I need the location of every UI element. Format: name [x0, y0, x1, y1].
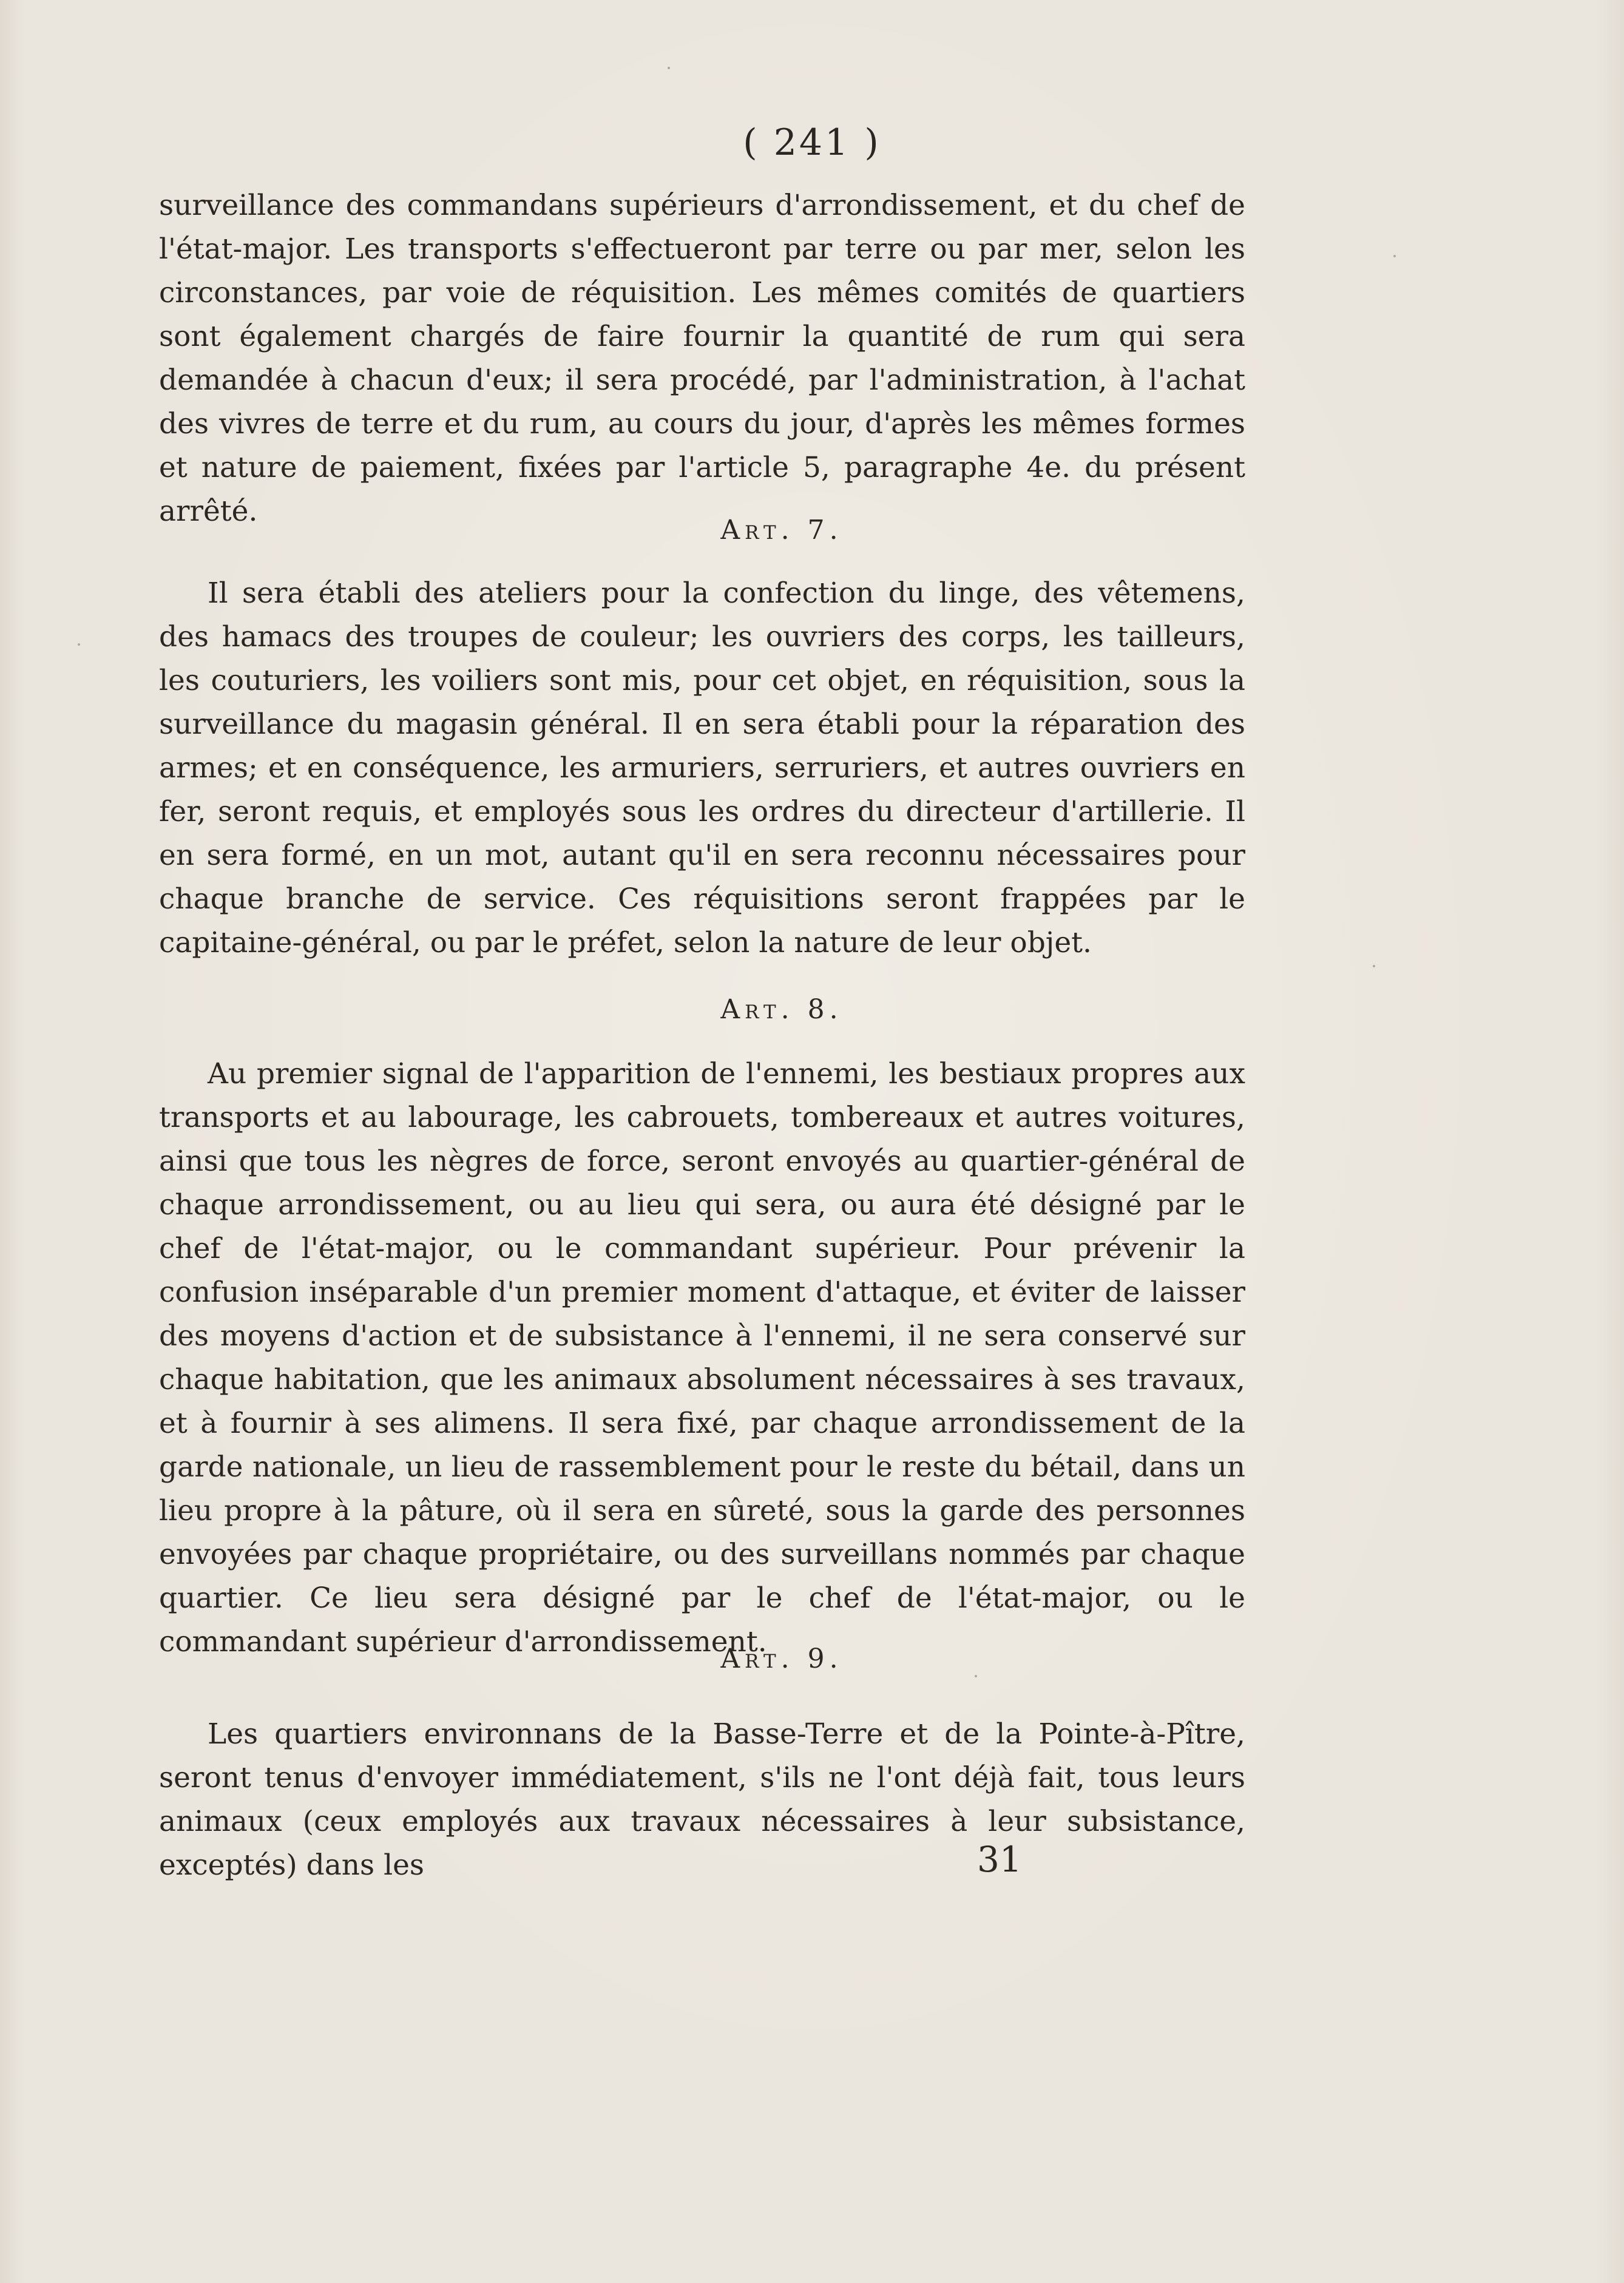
paper-speck: [78, 643, 80, 646]
paper-speck: [668, 67, 670, 69]
article-8-text: Au premier signal de l'apparition de l'ennemi, les bestiaux propres aux transports et au labourage, les cabrouets, tombereaux et autres voitures, ainsi que tous les nègres de force, seront envoyés au quartier-général de chaque arrondissement, ou au lieu qui sera, ou aura été désigné par le chef de l'état-major, ou le commandant supérieur. Pour prévenir la confusion inséparable d'un premier moment d'attaque, et éviter de laisser des moyens d'action et de subsistance à l'ennemi, il ne sera conservé sur chaque habitation, que les animaux absolument nécessaires à ses travaux, et à fournir à ses alimens. Il sera fixé, par chaque arrondissement de la garde nationale, un lieu de rassemblement pour le reste du bétail, dans un lieu propre à la pâture, où il sera en sûreté, sous la garde des personnes envoyées par chaque propriétaire, ou des surveillans nommés par chaque quartier. Ce lieu sera désigné par le chef de l'état-major, ou le commandant supérieur d'arrondissement.: [159, 1057, 1245, 1659]
article-7-heading: Art. 7.: [720, 515, 843, 546]
page-number-header: ( 241 ): [743, 121, 881, 164]
article-7-text: Il sera établi des ateliers pour la confection du linge, des vêtemens, des hamacs des troupes de couleur; les ouvriers des corps, les tailleurs, les couturiers, les voiliers sont mis, pour cet objet, en réquisition, sous la surveillance du magasin général. Il en sera établi pour la réparation des armes; et en conséquence, les armuriers, serruriers, et autres ouvriers en fer, seront requis, et employés sous les ordres du directeur d'artillerie. Il en sera formé, en un mot, autant qu'il en sera reconnu nécessaires pour chaque branche de service. Ces réquisitions seront frappées par le capitaine-général, ou par le préfet, selon la nature de leur objet.: [159, 577, 1245, 959]
paper-speck: [1393, 255, 1396, 257]
article-9-heading: Art. 9.: [720, 1643, 843, 1674]
paper-speck: [1373, 965, 1375, 967]
paper-speck: [975, 1675, 977, 1677]
article-9-text: Les quartiers environnans de la Basse-Terre et de la Pointe-à-Pître, seront tenus d'envoyer immédiatement, s'ils ne l'ont déjà fait, tous leurs animaux (ceux employés aux travaux nécessaires à leur subsistance, exceptés) dans les: [159, 1717, 1245, 1882]
signature-mark: 31: [977, 1839, 1022, 1880]
article-8-heading: Art. 8.: [720, 994, 843, 1025]
continuation-paragraph: surveillance des commandans supérieurs d'arrondissement, et du chef de l'état-major. Les transports s'effectueront par terre ou par mer, selon les circonstances, par voie de réquisition. Les mêmes comités de quartiers sont également chargés de faire fournir la quantité de rum qui sera demandée à chacun d'eux; il sera procédé, par l'administration, à l'achat des vivres de terre et du rum, au cours du jour, d'après les mêmes formes et nature de paiement, fixées par l'article 5, paragraphe 4e. du présent arrêté.: [159, 189, 1245, 528]
